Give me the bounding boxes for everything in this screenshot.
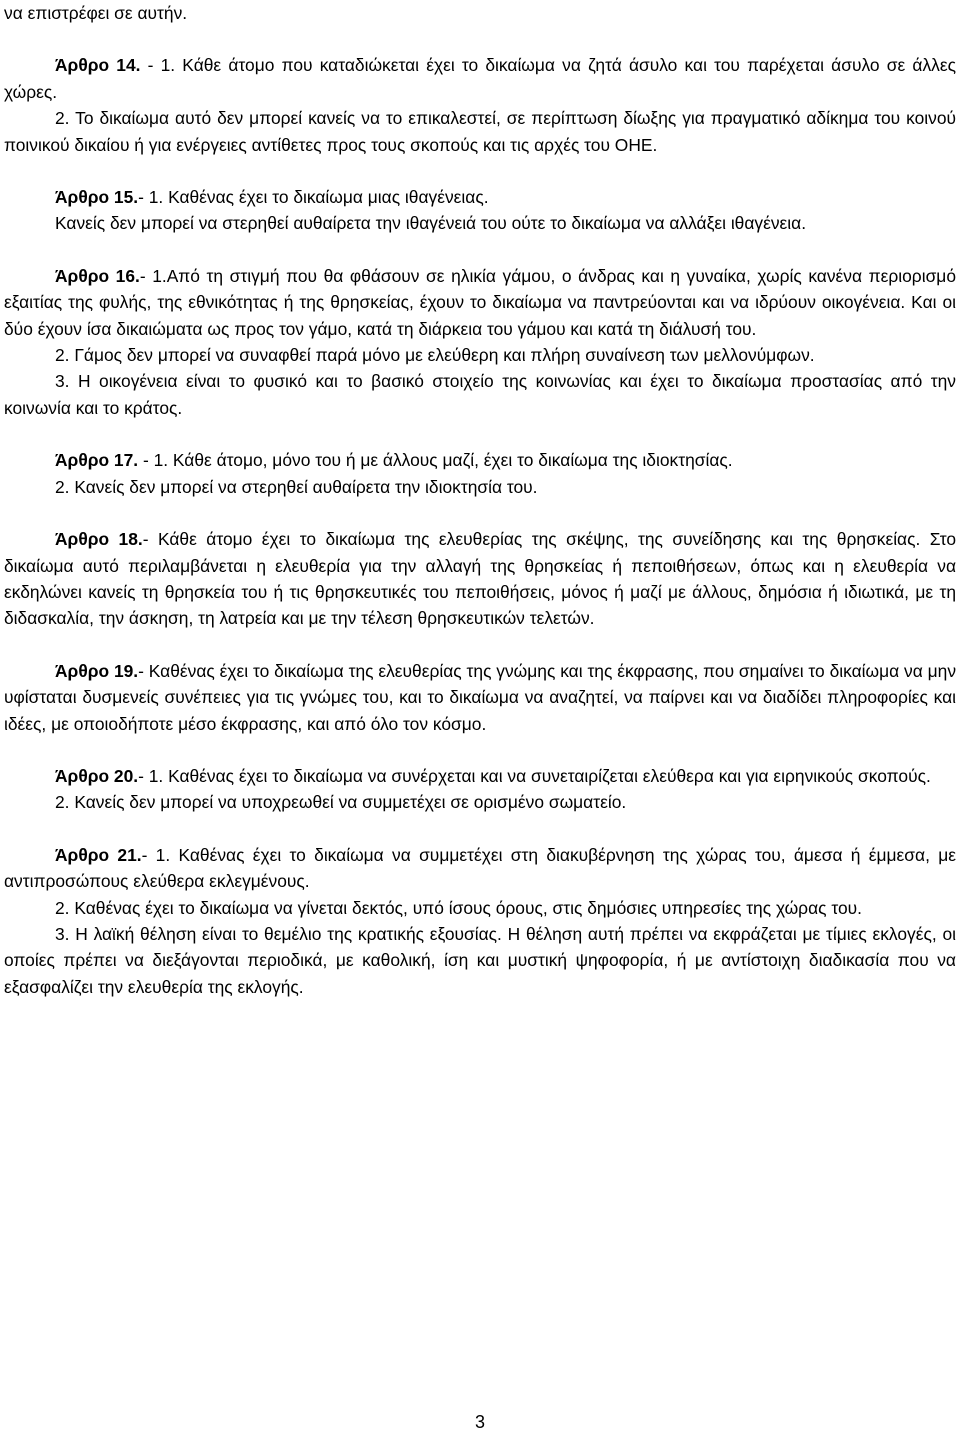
article-21-text-1: - 1. Καθένας έχει το δικαίωμα να συμμετέχει στη διακυβέρνηση της χώρας του, άμεσα ή έμμεσα, με αντιπροσώπους ελεύθερα εκλεγμένους.: [4, 844, 956, 892]
article-20-paragraph-1: [4, 763, 956, 789]
page-number: 3: [474, 1412, 485, 1432]
article-15-text-1: - 1. Καθένας έχει το δικαίωμα μιας ιθαγένειας.: [138, 187, 489, 208]
article-19-paragraph-1: [4, 658, 956, 737]
article-21-heading: Άρθρο 21.: [55, 844, 142, 865]
article-19-text-1: - Καθένας έχει το δικαίωμα της ελευθερίας της γνώμης και της έκφρασης, που σημαίνει το δικαίωμα να μην υφίσταται δυσμενείς συνέπειες για τις γνώμες του, και το δικαίωμα να αναζητεί, να παίρνει και να διαδίδει πληροφορίες και ιδέες, με οποιοδήποτε μέσο έκφρασης, και από όλο τον κόσμο.: [4, 660, 957, 734]
spacer: [4, 237, 956, 263]
article-17-heading: Άρθρο 17.: [55, 450, 139, 471]
article-16-paragraph-1: [4, 263, 956, 342]
article-18-heading: Άρθρο 18.: [55, 529, 143, 550]
article-15-paragraph-1: [4, 184, 956, 210]
article-20-paragraph-2: 2. Κανείς δεν μπορεί να υποχρεωθεί να συμμετέχει σε ορισμένο σωματείο.: [55, 792, 627, 813]
article-15-heading: Άρθρο 15.: [55, 187, 139, 208]
article-15-paragraph-2: Κανείς δεν μπορεί να στερηθεί αυθαίρετα την ιθαγένειά του ούτε το δικαίωμα να αλλάξει ιθαγένεια.: [55, 213, 807, 234]
article-20-heading: Άρθρο 20.: [55, 765, 139, 786]
article-14-paragraph-1: [4, 52, 956, 105]
article-16-text-1: - 1.Από τη στιγμή που θα φθάσουν σε ηλικία γάμου, ο άνδρας και η γυναίκα, χωρίς κανένα περιορισμό εξαιτίας της φυλής, της εθνικότητας ή της θρησκείας, έχουν το δικαίωμα να παντρεύονται και να ιδρύουν οικογένεια. Και οι δύο έχουν ίσα δικαιώματα ως προς τον γάμο, κατά τη διάρκεια του γάμου και κατά τη διάλυσή του.: [4, 265, 956, 339]
article-17-paragraph-1: [4, 447, 956, 473]
spacer: [4, 500, 956, 526]
spacer: [4, 158, 956, 184]
article-21-paragraph-3: 3. Η λαϊκή θέληση είναι το θεμέλιο της κρατικής εξουσίας. Η θέληση αυτή πρέπει να εκφράζεται με τίμιες εκλογές, οι οποίες πρέπει να διεξάγονται περιοδικά, με καθολική, ίση και μυστική ψηφοφορία, ή με αντίστοιχη διαδικασία που να εξασφαλίζει την ελευθερία της εκλογής.: [4, 923, 956, 997]
spacer: [4, 632, 956, 658]
article-14-paragraph-2: 2. Το δικαίωμα αυτό δεν μπορεί κανείς να το επικαλεστεί, σε περίπτωση δίωξης για πραγματικό αδίκημα του κοινού ποινικού δικαίου ή για ενέργειες αντίθετες προς τους σκοπούς και τις αρχές του ΟΗΕ.: [4, 108, 956, 155]
continuation-text: να επιστρέφει σε αυτήν.: [4, 3, 188, 23]
article-16-paragraph-3: 3. Η οικογένεια είναι το φυσικό και το βασικό στοιχείο της κοινωνίας και έχει το δικαίωμα προστασίας από την κοινωνία και το κράτος.: [4, 371, 956, 418]
article-16-heading: Άρθρο 16.: [55, 265, 140, 286]
document-page: [4, 0, 956, 1000]
article-21-paragraph-1: [4, 842, 956, 895]
article-20-text-1: - 1. Καθένας έχει το δικαίωμα να συνέρχεται και να συνεταιρίζεται ελεύθερα και για ειρηνικούς σκοπούς.: [138, 765, 931, 786]
article-14-heading: Άρθρο 14.: [55, 55, 141, 76]
spacer: [4, 816, 956, 842]
article-17-paragraph-2: 2. Κανείς δεν μπορεί να στερηθεί αυθαίρετα την ιδιοκτησία του.: [55, 476, 538, 497]
spacer: [4, 26, 956, 52]
article-16-paragraph-2: 2. Γάμος δεν μπορεί να συναφθεί παρά μόνο με ελεύθερη και πλήρη συναίνεση των μελλονύμφων.: [55, 345, 815, 366]
article-18-text-1: - Κάθε άτομο έχει το δικαίωμα της ελευθερίας της σκέψης, της συνείδησης και της θρησκείας. Στο δικαίωμα αυτό περιλαμβάνεται η ελευθερία για την αλλαγή της θρησκείας ή πεποιθήσεων, όπως και η ελευθερία να εκδηλώνει κανείς τη θρησκεία του ή τις θρησκευτικές του πεποιθήσεις, μόνος ή μαζί με άλλους, δημόσια ή ιδιωτικά, με τη διδασκαλία, την άσκηση, τη λατρεία και με την τέλεση θρησκευτικών τελετών.: [4, 529, 956, 629]
spacer: [4, 421, 956, 447]
article-17-text-1: - 1. Κάθε άτομο, μόνο του ή με άλλους μαζί, έχει το δικαίωμα της ιδιοκτησίας.: [138, 450, 733, 471]
article-19-heading: Άρθρο 19.: [55, 660, 139, 681]
article-21-paragraph-2: 2. Καθένας έχει το δικαίωμα να γίνεται δεκτός, υπό ίσους όρους, στις δημόσιες υπηρεσίες της χώρας του.: [55, 897, 862, 918]
spacer: [4, 737, 956, 763]
article-18-paragraph-1: [4, 526, 956, 632]
article-14-text-1: - 1. Κάθε άτομο που καταδιώκεται έχει το δικαίωμα να ζητά άσυλο και του παρέχεται άσυλο σε άλλες χώρες.: [4, 55, 956, 102]
